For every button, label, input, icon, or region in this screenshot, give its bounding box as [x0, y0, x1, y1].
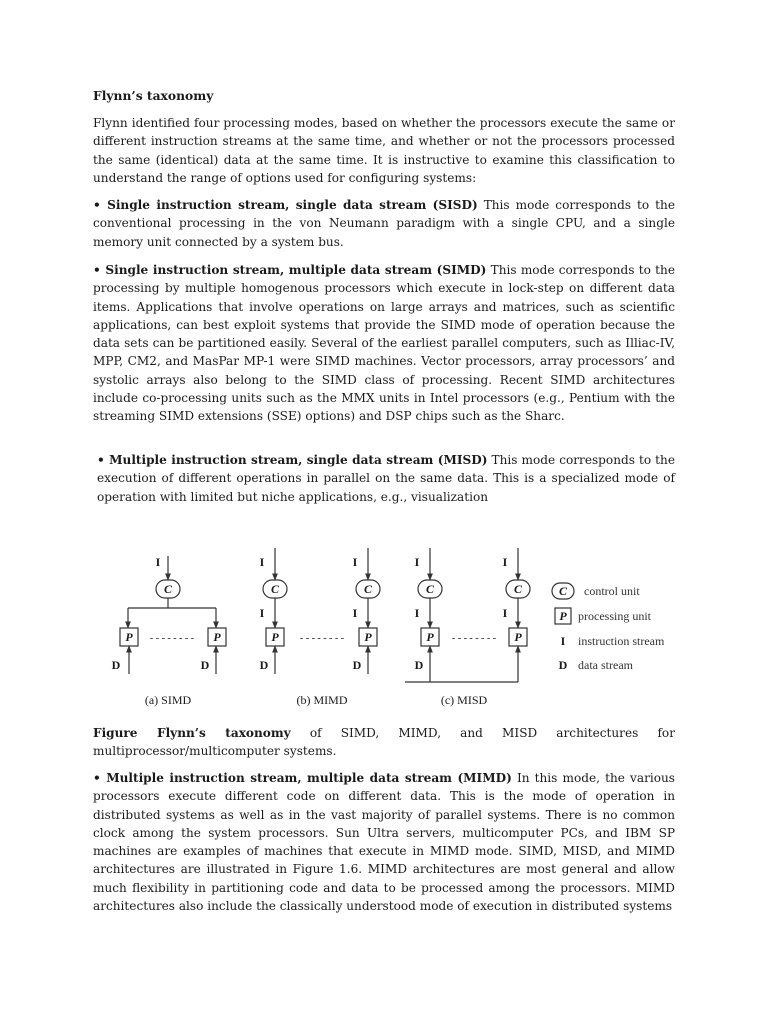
- legend-control-unit: control unit: [584, 584, 640, 598]
- subcaption-misd: (c) MISD: [440, 693, 488, 707]
- svg-text:- - - - - - - -: - - - - - - - -: [149, 633, 195, 644]
- mimd-heading: • Multiple instruction stream, multiple data stream (MIMD): [93, 771, 512, 785]
- simd-heading: • Single instruction stream, multiple data stream (SIMD): [93, 263, 487, 277]
- legend-instruction-stream: instruction stream: [578, 634, 665, 648]
- svg-text:I: I: [259, 555, 265, 569]
- sisd-heading: • Single instruction stream, single data stream (SISD): [93, 198, 478, 212]
- flynn-taxonomy-figure: [110, 548, 670, 710]
- misd-text: This mode corresponds to the execution of different operations in parallel on the same data. This is a specialized mode of operation with limited but niche applications, e.g., visualization: [97, 453, 675, 504]
- misd-paragraph: [93, 451, 675, 506]
- svg-text:C: C: [558, 584, 568, 598]
- mimd-diagram: [263, 548, 380, 674]
- svg-text:- - - - - - - -: - - - - - - - -: [451, 633, 497, 644]
- svg-text:I: I: [502, 555, 508, 569]
- svg-text:P: P: [559, 609, 567, 623]
- svg-text:D: D: [111, 658, 121, 672]
- svg-text:P: P: [125, 630, 133, 644]
- svg-text:I: I: [414, 606, 420, 620]
- figure-caption: [93, 724, 675, 761]
- svg-text:P: P: [213, 630, 221, 644]
- svg-text:C: C: [163, 582, 173, 596]
- svg-text:D: D: [200, 658, 210, 672]
- svg-text:I: I: [560, 634, 566, 648]
- simd-diagram: [120, 556, 226, 674]
- simd-text: This mode corresponds to the processing by multiple homogenous processors which execute in lock-step on different data items. Applications that involve operations on large arrays and matrices, such as scientific applications, can best exploit systems that provide the SIMD mode of operation because the data sets can be partitioned easily. Several of the earliest parallel computers, such as Illiac-IV, MPP, CM2, and MasPar MP-1 were SIMD machines. Vector processors, array processors’ and systolic arrays also belong to the SIMD class of processing. Recent SIMD architectures include co-processing units such as the MMX units in Intel processors (e.g., Pentium with the streaming SIMD extensions (SSE) options) and DSP chips such as the Sharc.: [93, 263, 675, 424]
- svg-text:I: I: [352, 555, 358, 569]
- svg-text:P: P: [364, 630, 372, 644]
- simd-paragraph: [93, 261, 675, 426]
- figure-caption-label: Figure Flynn’s taxonomy: [93, 726, 291, 740]
- sisd-text: This mode corresponds to the conventional processing in the von Neumann paradigm with a single CPU, and a single memory unit connected by a system bus.: [93, 198, 675, 249]
- legend-processing-unit: processing unit: [578, 609, 651, 623]
- svg-text:I: I: [352, 606, 358, 620]
- svg-text:C: C: [363, 582, 373, 596]
- mimd-paragraph: [93, 769, 675, 915]
- svg-text:- - - - - - - -: - - - - - - - -: [299, 633, 345, 644]
- subcaption-mimd: (b) MIMD: [296, 693, 348, 707]
- intro-paragraph: Flynn identified four processing modes, based on whether the processors execute the same or different instruction streams at the same time, and whether or not the processors processed the same (identical) data at the same time. It is instructive to examine this classification to understand the range of options used for configuring systems:: [93, 116, 675, 185]
- svg-text:I: I: [155, 555, 161, 569]
- misd-heading: • Multiple instruction stream, single data stream (MISD): [97, 453, 488, 467]
- svg-text:D: D: [259, 658, 269, 672]
- svg-text:P: P: [271, 630, 279, 644]
- subcaption-simd: (a) SIMD: [144, 693, 192, 707]
- mimd-text: In this mode, the various processors execute different code on different data. This is the mode of operation in distributed systems as well as in the vast majority of parallel systems. There is no common clock among the system processors. Sun Ultra servers, multicomputer PCs, and IBM SP machines are examples of machines that execute in MIMD mode. SIMD, MISD, and MIMD architectures are illustrated in Figure 1.6. MIMD architectures are most general and allow much flexibility in partitioning code and data to be processed among the processors. MIMD architectures also include the classically understood mode of execution in distributed systems: [93, 771, 675, 914]
- svg-text:I: I: [259, 606, 265, 620]
- svg-text:P: P: [426, 630, 434, 644]
- page-title: Flynn’s taxonomy: [93, 88, 214, 103]
- svg-text:C: C: [270, 582, 280, 596]
- svg-text:P: P: [514, 630, 522, 644]
- misd-diagram: [405, 548, 530, 682]
- svg-text:C: C: [513, 582, 523, 596]
- figure-caption-text: of SIMD, MIMD, and MISD architectures for multiprocessor/multicomputer systems.: [93, 726, 675, 759]
- svg-text:I: I: [414, 555, 420, 569]
- svg-text:C: C: [425, 582, 435, 596]
- legend-data-stream: data stream: [578, 658, 633, 672]
- svg-text:D: D: [558, 658, 568, 672]
- svg-text:D: D: [414, 658, 424, 672]
- svg-text:I: I: [502, 606, 508, 620]
- sisd-paragraph: [93, 196, 675, 251]
- svg-text:D: D: [352, 658, 362, 672]
